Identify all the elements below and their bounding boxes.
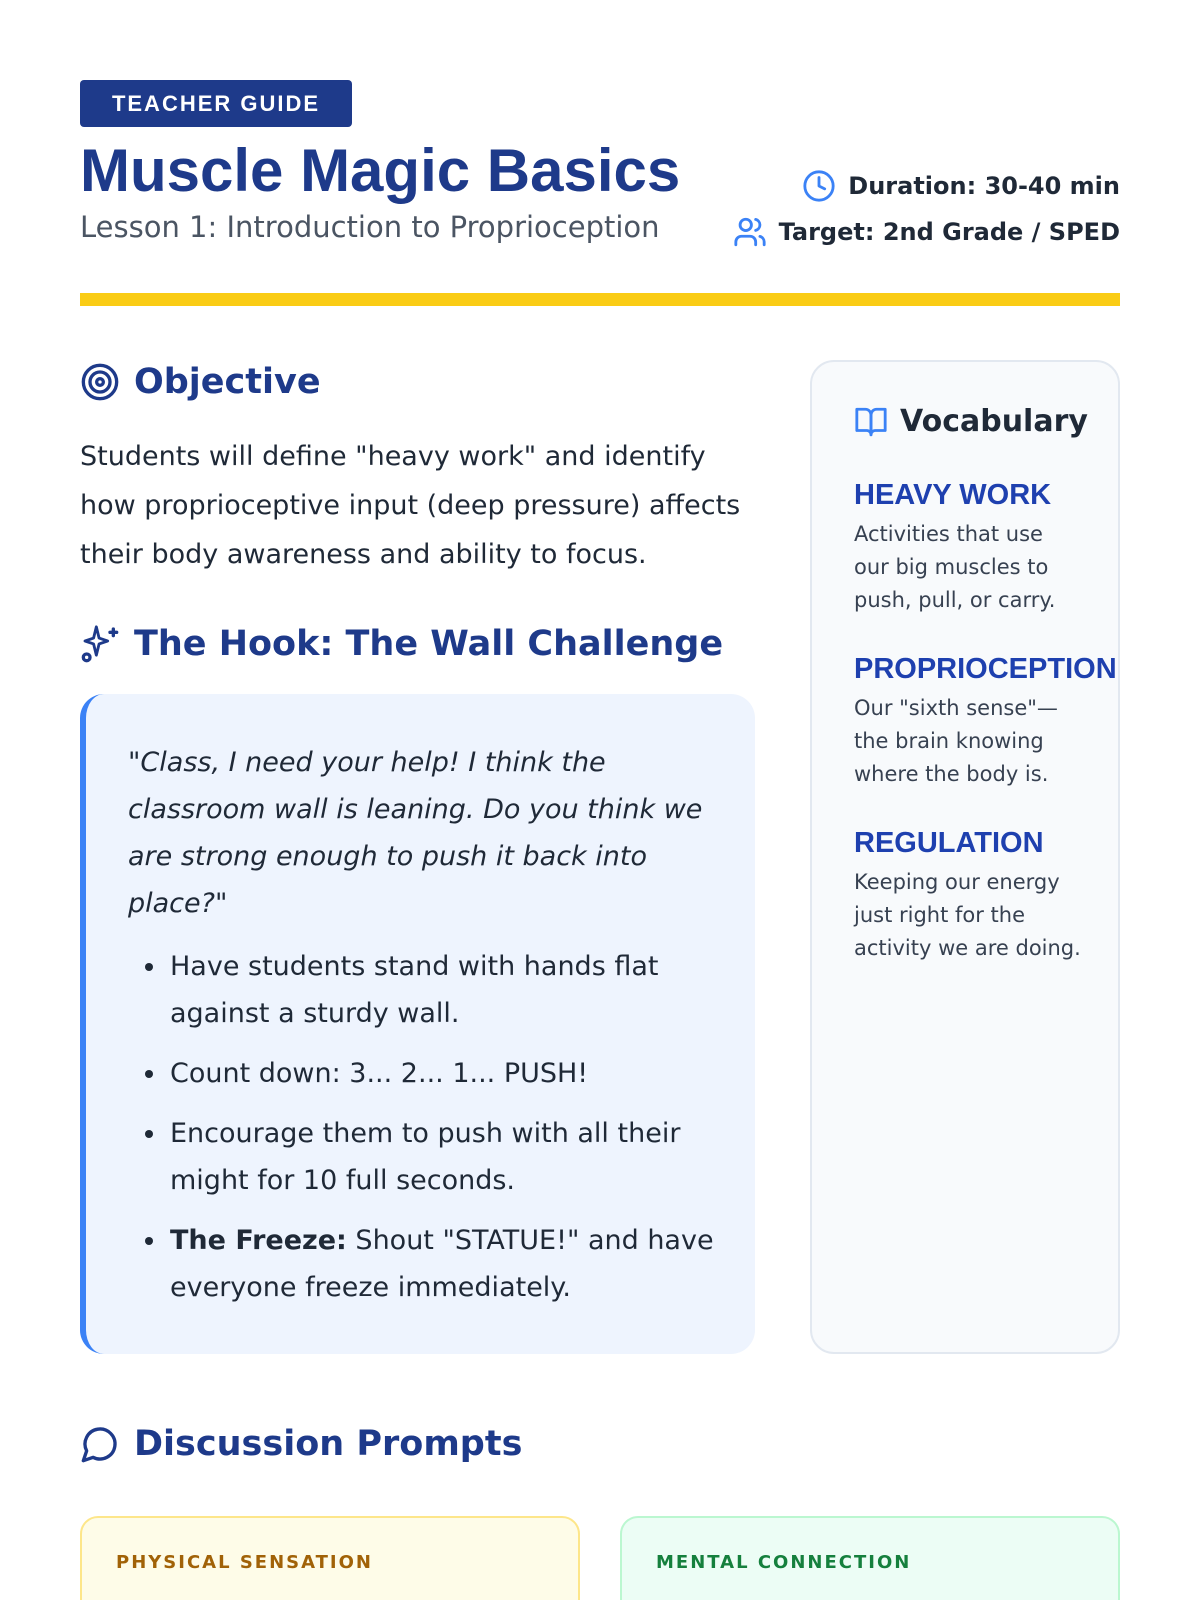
vocab-term: HEAVY WORK [854,479,1052,511]
card-label: MENTAL CONNECTION [656,1552,912,1573]
chat-bubble-icon [80,1424,120,1464]
hook-quote: "Class, I need your help! I think the classroom wall is leaning. Do you think we are strong enough to push it back into place?" [128,747,703,919]
physical-sensation-card [80,1516,580,1600]
sparkles-icon [80,624,120,664]
freeze-label: The Freeze: [170,1225,347,1256]
list-item: • Have students stand with hands flat against a sturdy wall. [168,943,715,1037]
duration-text: Duration: 30-40 min [848,172,1120,200]
target-meta [733,215,1120,249]
vocab-definition: Keeping our energy just right for the activity we are doing. [854,870,1081,960]
hook-heading-label: The Hook: The Wall Challenge [134,624,724,664]
duration-meta [802,169,1120,203]
hook-steps-list [128,943,715,1311]
freeze-text: Shout "STATUE!" and have everyone freeze immediately. [170,1225,714,1303]
objective-heading [80,362,321,402]
teacher-guide-badge: TEACHER GUIDE [80,80,352,127]
hook-card [80,694,755,1354]
page-title: Muscle Magic Basics [80,137,681,204]
vocab-term: PROPRIOCEPTION [854,653,1117,685]
header-divider [80,293,1120,306]
lesson-subtitle: Lesson 1: Introduction to Proprioception [80,210,660,244]
vocab-term: REGULATION [854,827,1044,859]
users-icon [733,215,767,249]
mental-connection-card [620,1516,1120,1600]
target-text: Target: 2nd Grade / SPED [778,218,1120,246]
book-open-icon [854,405,888,439]
list-item [168,1217,715,1311]
list-item: • Count down: 3... 2... 1... PUSH! [168,1050,715,1097]
vocabulary-heading-label: Vocabulary [900,404,1088,439]
discussion-heading-label: Discussion Prompts [134,1424,523,1464]
vocabulary-panel [810,360,1120,1354]
objective-heading-label: Objective [134,362,321,402]
discussion-heading [80,1424,522,1464]
card-label: PHYSICAL SENSATION [116,1552,373,1573]
vocab-definition: Our "sixth sense"— the brain knowing where the body is. [854,696,1058,786]
target-icon [80,362,120,402]
clock-icon [802,169,836,203]
list-item: • Encourage them to push with all their might for 10 full seconds. [168,1110,715,1204]
vocab-definition: Activities that use our big muscles to push, pull, or carry. [854,522,1056,612]
vocabulary-heading [854,404,1118,439]
objective-text: Students will define "heavy work" and identify how proprioceptive input (deep pressure) affects their body awareness and ability to focus. [80,441,741,570]
hook-heading [80,624,723,664]
